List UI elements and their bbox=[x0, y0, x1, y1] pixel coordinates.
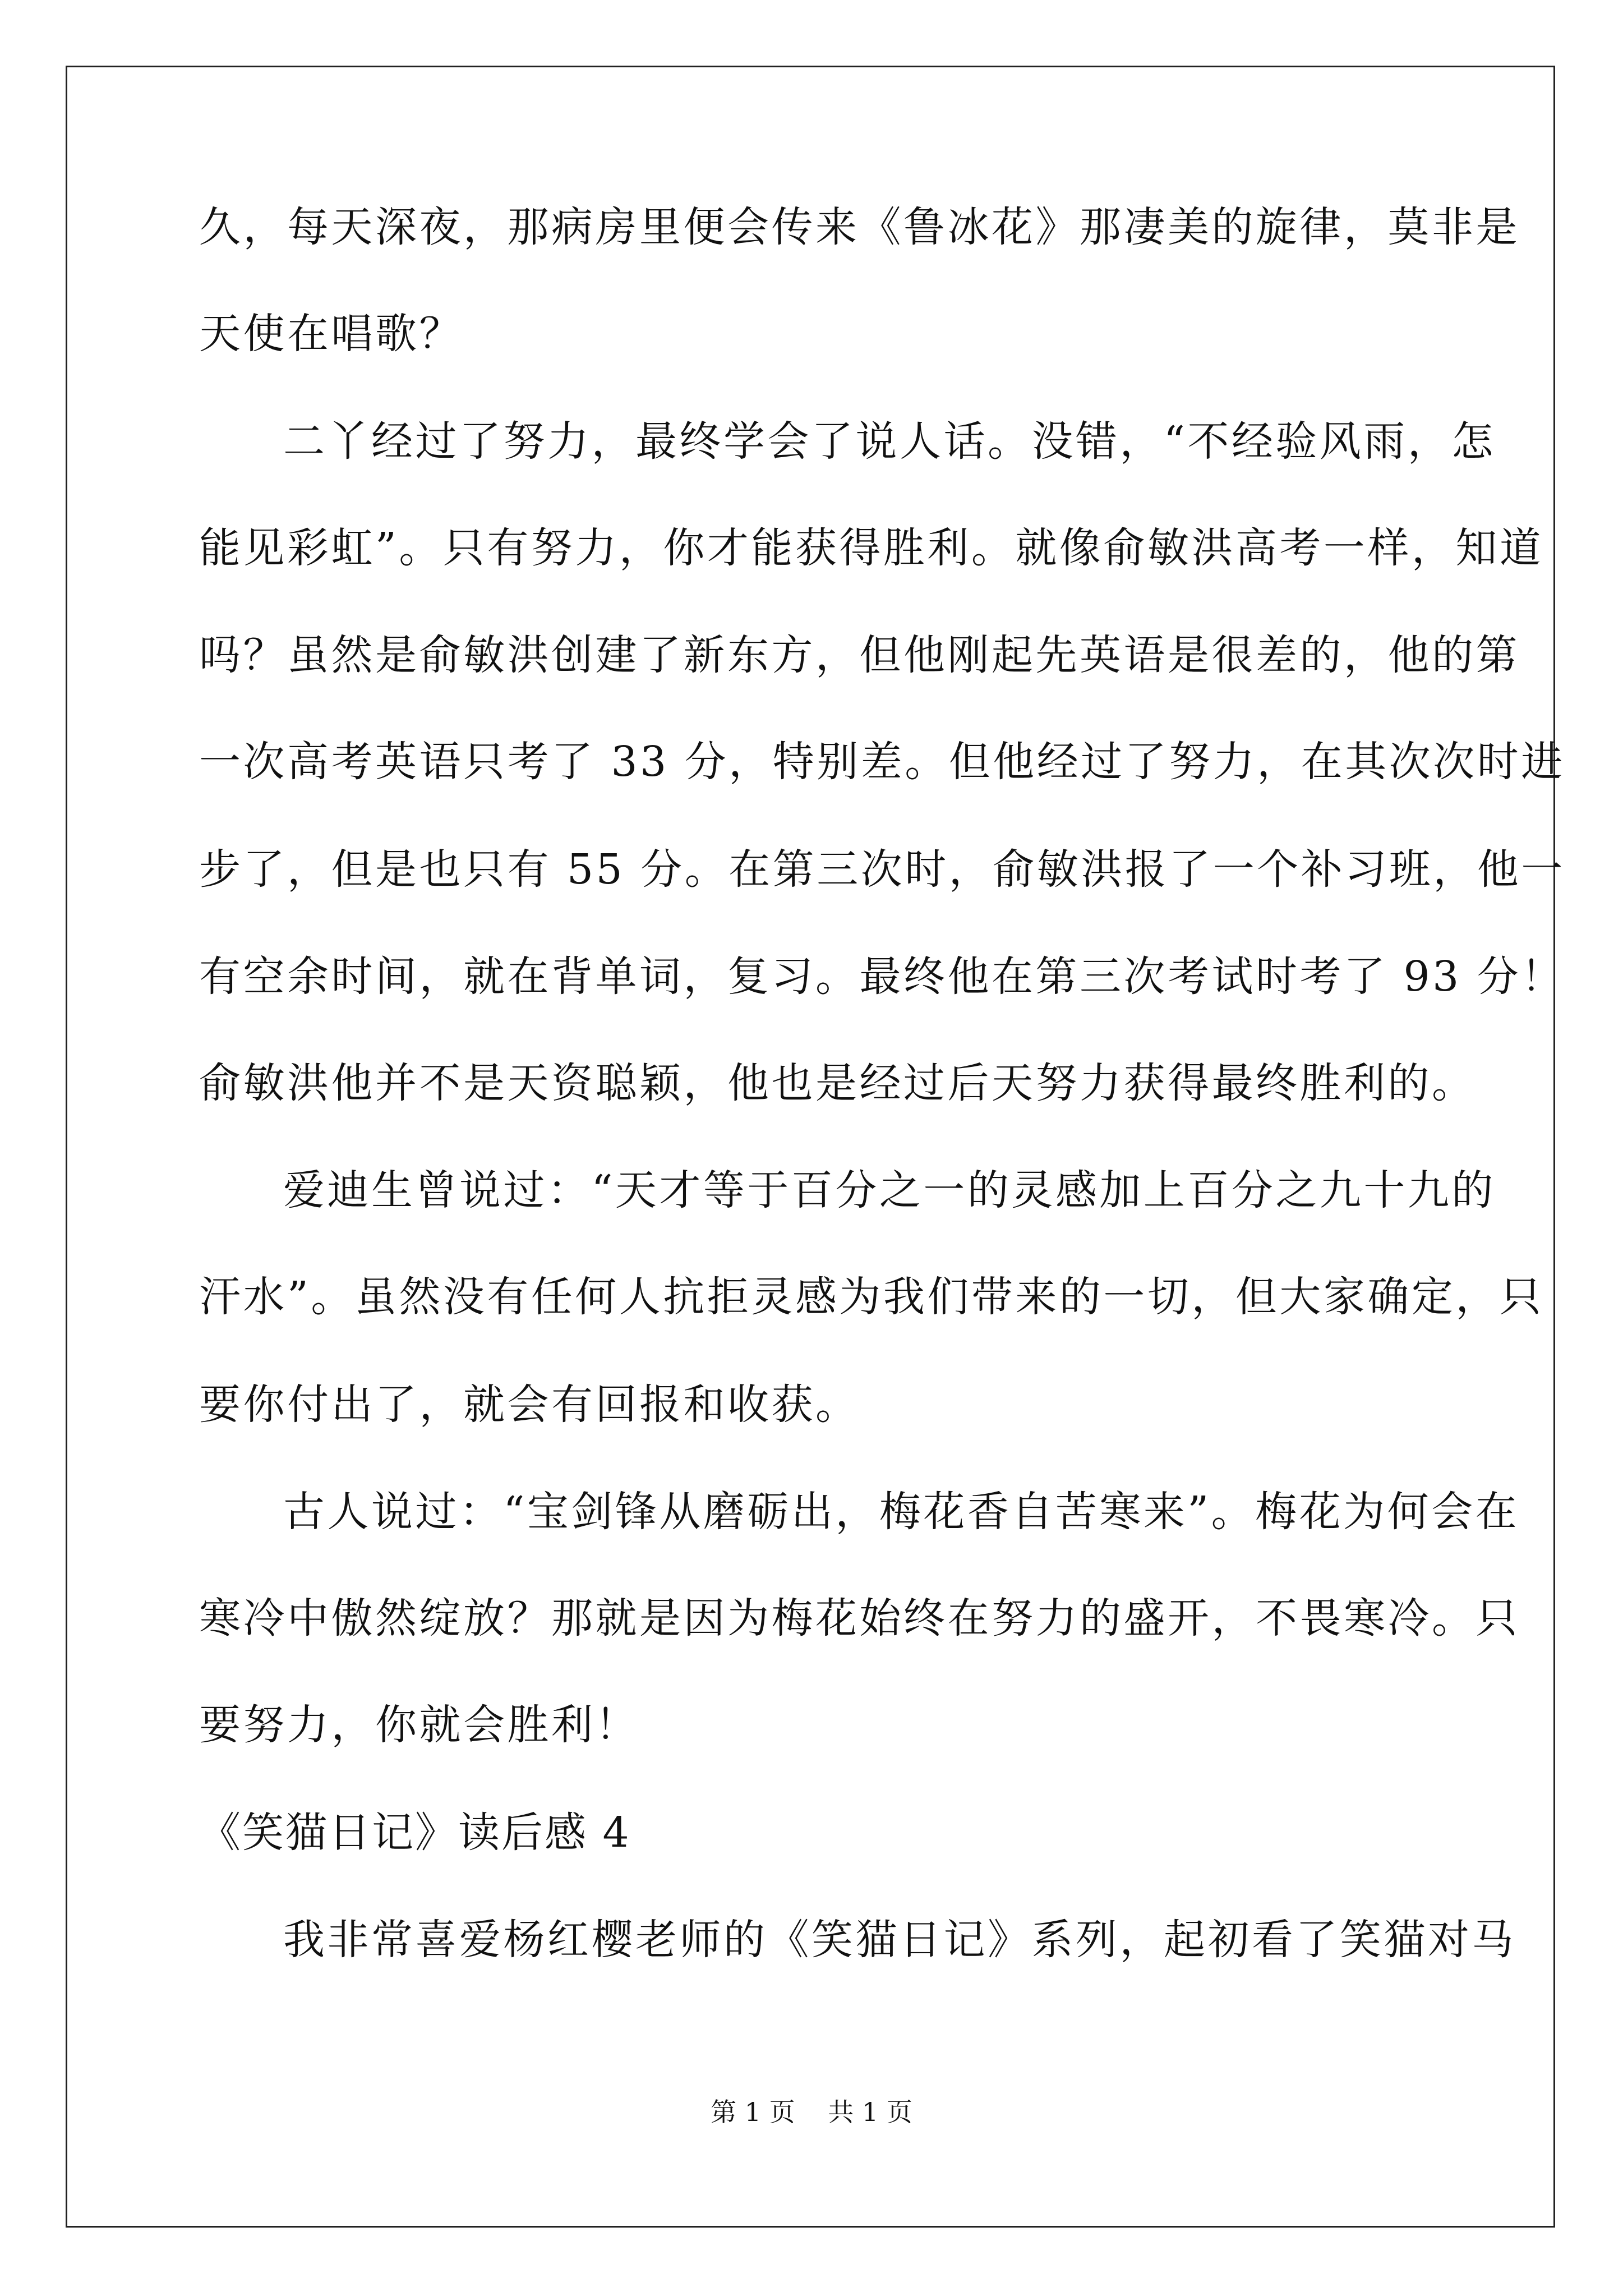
text-line: 要你付出了，就会有回报和收获。 bbox=[199, 1381, 860, 1429]
paragraph-start: 二丫经过了努力，最终学会了说人话。没错，“不经验风雨，怎 bbox=[283, 417, 1496, 466]
page-number: 第 1 页 bbox=[711, 2097, 795, 2127]
paragraph-start: 爱迪生曾说过：“天才等于百分之一的灵感加上百分之九十九的 bbox=[283, 1166, 1496, 1214]
paragraph-start: 我非常喜爱杨红樱老师的《笑猫日记》系列，起初看了笑猫对马 bbox=[283, 1916, 1516, 1964]
text-line: 步了，但是也只有 55 分。在第三次时，俞敏洪报了一个补习班，他一 bbox=[199, 845, 1565, 894]
paragraph-start: 古人说过：“宝剑锋从磨砺出，梅花香自苦寒来”。梅花为何会在 bbox=[283, 1488, 1520, 1536]
page-border bbox=[66, 66, 1555, 2228]
text-line: 一次高考英语只考了 33 分，特别差。但他经过了努力，在其次次时进 bbox=[199, 738, 1565, 786]
text-line: 久，每天深夜，那病房里便会传来《鲁冰花》那凄美的旋律，莫非是 bbox=[199, 203, 1520, 251]
text-line: 俞敏洪他并不是天资聪颖，他也是经过后天努力获得最终胜利的。 bbox=[199, 1059, 1476, 1107]
text-line: 汗水”。虽然没有任何人抗拒灵感为我们带来的一切，但大家确定，只 bbox=[199, 1273, 1544, 1321]
text-line: 要努力，你就会胜利！ bbox=[199, 1701, 639, 1749]
text-line: 有空余时间，就在背单词，复习。最终他在第三次考试时考了 93 分！ bbox=[199, 953, 1565, 1001]
text-line: 能见彩虹”。只有努力，你才能获得胜利。就像俞敏洪高考一样，知道 bbox=[199, 524, 1544, 572]
text-line: 寒冷中傲然绽放？那就是因为梅花始终在努力的盛开，不畏寒冷。只 bbox=[199, 1594, 1520, 1642]
page-total: 共 1 页 bbox=[828, 2097, 912, 2127]
text-line: 吗？虽然是俞敏洪创建了新东方，但他刚起先英语是很差的，他的第 bbox=[199, 631, 1520, 679]
text-line: 天使在唱歌？ bbox=[199, 310, 463, 358]
section-heading: 《笑猫日记》读后感 4 bbox=[199, 1809, 631, 1857]
page-footer bbox=[0, 2095, 1623, 2129]
